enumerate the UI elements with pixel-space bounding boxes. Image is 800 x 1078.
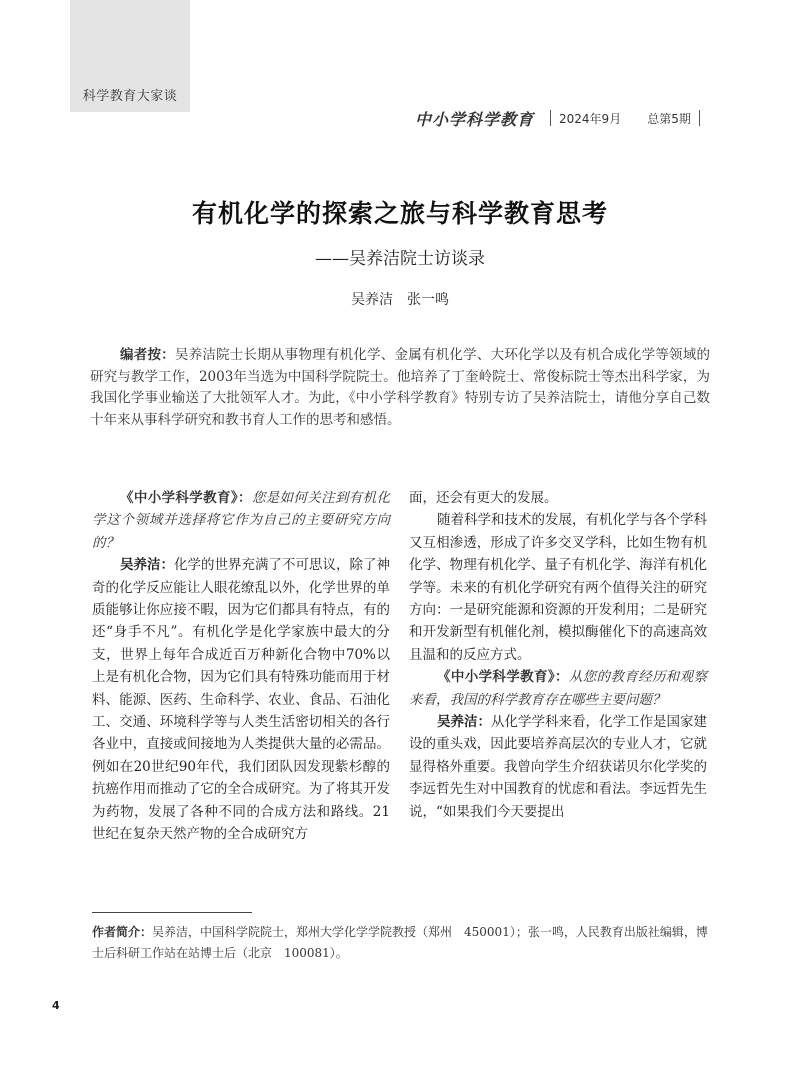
running-header xyxy=(415,107,708,129)
footnote-rule xyxy=(92,912,252,913)
article-authors: 吴养洁 张一鸣 xyxy=(351,292,449,308)
interviewer-label: 《中小学科学教育》： xyxy=(437,669,569,686)
column-tag xyxy=(70,0,190,112)
body-column-right xyxy=(409,487,707,823)
interviewee-label: 吴养洁： xyxy=(120,557,174,574)
question-2-text: 从您的教育经历和观察来看，我国的科学教育存在哪些主要问题？ xyxy=(409,669,708,708)
author-bio-text: 吴养洁，中国科学院院士，郑州大学化学学院教授（郑州 450001）；张一鸣，人民教育出版社编辑，博士后科研工作站在站博士后（北京 100081）。 xyxy=(92,925,708,960)
editor-note-text: 吴养洁院士长期从事物理有机化学、金属有机化学、大环化学以及有机合成化学等领域的研究与教学工作，2003年当选为中国科学院院士。他培养了丁奎岭院士、常俊标院士等杰出科学家，为我国化学事业输送了大批领军人才。为此，《中小学科学教育》特别专访了吴养洁院士，请他分享自己数十年来从事科学研究和教书育人工作的思考和感悟。 xyxy=(90,347,711,428)
answer-2-text: 从化学学科来看，化学工作是国家建设的重头戏，因此要培养高层次的专业人才，它就显得格外重要。我曾向学生介绍获诺贝尔化学奖的李远哲先生对中国教育的忧虑和看法。李远哲先生说，“如果我们今天要提出 xyxy=(409,714,707,820)
column-name: 科学教育大家谈 xyxy=(82,89,178,104)
issue-number: 总第5期 xyxy=(647,111,691,126)
header-divider-end xyxy=(699,110,700,126)
interviewee-label: 吴养洁： xyxy=(437,714,491,731)
question-1-text: 您是如何关注到有机化学这个领域并选择将它作为自己的主要研究方向的？ xyxy=(92,490,391,551)
answer-1 xyxy=(92,554,390,845)
header-divider xyxy=(550,110,551,126)
interviewer-label: 《中小学科学教育》： xyxy=(120,490,252,506)
article-title: 有机化学的探索之旅与科学教育思考 xyxy=(191,199,608,228)
author-bio xyxy=(92,922,712,964)
answer-2 xyxy=(409,711,707,823)
question-1 xyxy=(92,487,390,554)
answer-1-paragraph-2: 随着科学和技术的发展，有机化学与各个学科又互相渗透，形成了许多交叉学科，比如生物有机化学、物理有机化学、量子有机化学、海洋有机化学等。未来的有机化学研究有两个值得关注的研究方向：一是研究能源和资源的开发利用；二是研究和开发新型有机催化剂，模拟酶催化下的高速高效且温和的反应方式。 xyxy=(409,512,707,663)
answer-1-continued: 面，还会有更大的发展。 xyxy=(409,490,558,506)
question-2 xyxy=(409,666,707,711)
editor-note-lead: 编者按： xyxy=(120,347,175,363)
author-bio-lead: 作者简介： xyxy=(92,925,153,939)
issue-date: 2024年9月 xyxy=(559,111,622,126)
article-subtitle: ——吴养洁院士访谈录 xyxy=(315,249,485,269)
answer-1-text: 化学的世界充满了不可思议，除了神奇的化学反应能让人眼花缭乱以外，化学世界的单质能够让你应接不暇，因为它们都具有特点，有的还“身手不凡”。有机化学是化学家族中最大的分支，世界上每年合成近百万种新化合物中70%以上是有机化合物，因为它们具有特殊功能而用于材料、能源、医药、生命科学、农业、食品、石油化工、交通、环境科学等与人类生活密切相关的各行各业中，直接或间接地为人类提供大量的必需品。例如在20世纪90年代，我们团队因发现紫杉醇的抗癌作用而推动了它的全合成研究。为了将其开发为药物，发展了各种不同的合成方法和路线。21世纪在复杂天然产物的全合成研究方 xyxy=(92,557,390,843)
body-column-left xyxy=(92,487,390,846)
editor-note xyxy=(90,345,710,431)
journal-name: 中小学科学教育 xyxy=(415,109,535,129)
page-number: 4 xyxy=(52,999,60,1012)
